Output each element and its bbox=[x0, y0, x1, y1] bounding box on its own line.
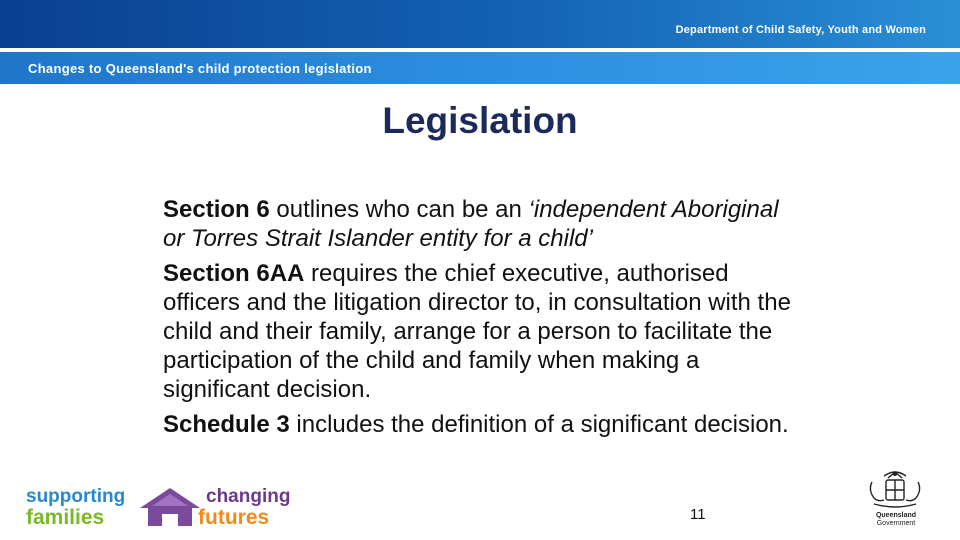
logo-word-futures: futures bbox=[198, 506, 270, 529]
queensland-government-label: Queensland Government bbox=[875, 512, 917, 527]
section-6-entity-quote: ‘independent Aboriginal or Torres Strait Islander entity for a child’ bbox=[163, 196, 779, 252]
supporting-families-logo bbox=[26, 486, 306, 534]
paragraph-section-6aa bbox=[163, 259, 803, 404]
presentation-subtitle: Changes to Queensland's child protection legislation bbox=[28, 61, 372, 76]
section-6aa-label: Section 6AA bbox=[163, 260, 305, 287]
department-name: Department of Child Safety, Youth and Women bbox=[675, 24, 926, 36]
page-number: 11 bbox=[690, 506, 706, 523]
slide-title: Legislation bbox=[382, 100, 578, 141]
paragraph-schedule-3 bbox=[163, 410, 803, 439]
slide-body bbox=[163, 195, 803, 445]
schedule-3-text: includes the definition of a significant decision. bbox=[289, 411, 789, 438]
schedule-3-label: Schedule 3 bbox=[163, 411, 290, 438]
logo-word-families: families bbox=[26, 506, 105, 529]
logo-word-changing: changing bbox=[206, 486, 291, 507]
section-6aa-text: requires the chief executive, authorised officers and the litigation director to, in consultation with the child and their family, arrange for a person to facilitate the participation of the child and family when making a significant decision. bbox=[163, 260, 791, 403]
section-6-text: outlines who can be an bbox=[269, 196, 529, 223]
paragraph-section-6 bbox=[163, 195, 803, 253]
logo-word-supporting: supporting bbox=[26, 486, 126, 507]
house-icon bbox=[138, 486, 202, 528]
section-6-label: Section 6 bbox=[163, 196, 270, 223]
